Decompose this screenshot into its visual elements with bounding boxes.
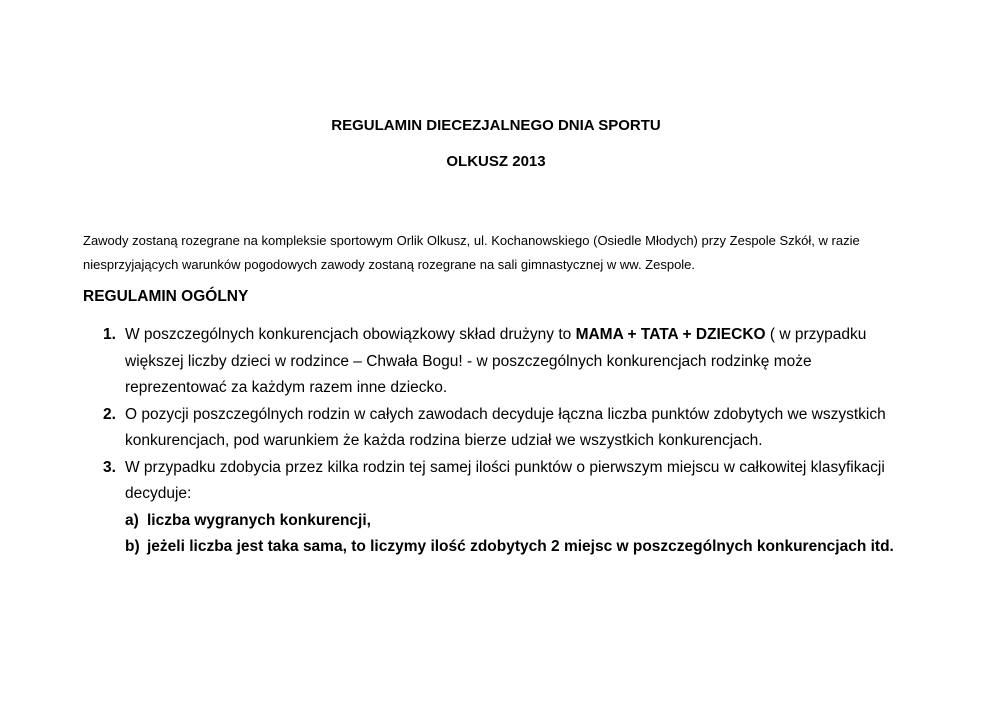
- rule-number: 2.: [103, 405, 116, 423]
- rule-text-before: W poszczególnych konkurencjach obowiązkowy skład drużyny to: [125, 326, 576, 343]
- section-heading: REGULAMIN OGÓLNY: [83, 288, 249, 305]
- rule-text: O pozycji poszczególnych rodzin w całych zawodach decyduje łączna liczba punktów zdobytych we wszystkich konkurencjach, pod warunkiem że każda rodzina bierze udział we wszystkich konkurencjach.: [125, 405, 886, 449]
- document-title: REGULAMIN DIECEZJALNEGO DNIA SPORTU: [331, 117, 661, 134]
- document-subtitle: OLKUSZ 2013: [446, 153, 546, 170]
- rule-item-2: [103, 402, 903, 455]
- rule-number: 3.: [103, 458, 116, 476]
- tiebreak-item-b: [125, 534, 903, 561]
- rule-item-1: [103, 322, 903, 402]
- rule-text: W przypadku zdobycia przez kilka rodzin tej samej ilości punktów o pierwszym miejscu w całkowitej klasyfikacji decyduje:: [125, 458, 885, 502]
- tiebreak-text: jeżeli liczba jest taka sama, to liczymy ilość zdobytych 2 miejsc w poszczególnych konkurencjach itd.: [147, 538, 894, 555]
- rule-text-after: ( w przypadku większej liczby dzieci w rodzince – Chwała Bogu! - w poszczególnych konkurencjach rodzinkę może reprezentować za każdym razem inne dziecko.: [125, 326, 867, 396]
- tiebreak-text: liczba wygranych konkurencji,: [147, 511, 371, 529]
- rules-list: [103, 322, 903, 561]
- rule-team-composition: MAMA + TATA + DZIECKO: [575, 326, 766, 343]
- rule-item-3: [103, 455, 903, 561]
- tiebreak-letter: b): [125, 538, 140, 555]
- rule-number: 1.: [103, 326, 116, 343]
- tiebreak-letter: a): [125, 511, 139, 529]
- tiebreak-item-a: [125, 508, 903, 535]
- intro-paragraph: Zawody zostaną rozegrane na kompleksie sportowym Orlik Olkusz, ul. Kochanowskiego (Osiedle Młodych) przy Zespole Szkół, w razie niesprzyjających warunków pogodowych zawody zostaną rozegrane na sali gimnastycznej w ww. Zespole.: [83, 233, 860, 272]
- tiebreak-list: [125, 508, 903, 561]
